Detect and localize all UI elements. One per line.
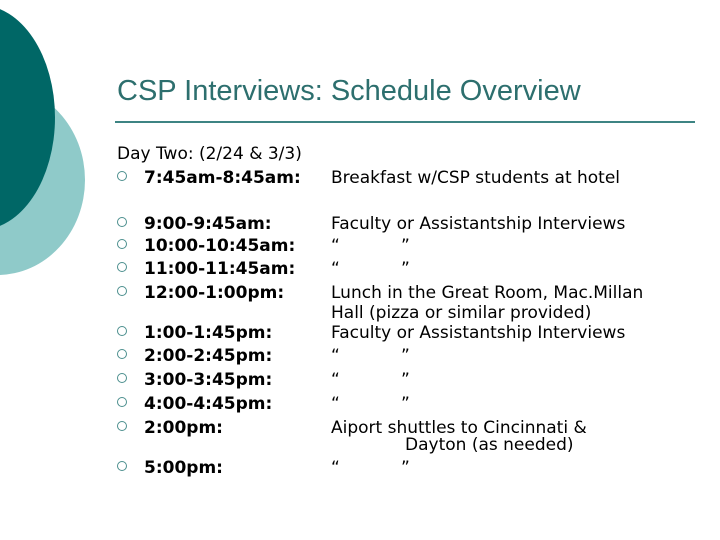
row-time: 4:00-4:45pm:	[144, 394, 273, 414]
ditto-open-quote: “	[331, 259, 340, 279]
bullet-icon	[117, 373, 127, 383]
ditto-open-quote: “	[331, 458, 340, 478]
row-time: 3:00-3:45pm:	[144, 370, 273, 390]
schedule-row	[117, 370, 717, 392]
ditto-close-quote: ”	[401, 346, 410, 366]
ditto-close-quote: ”	[401, 458, 410, 478]
ditto-close-quote: ”	[401, 236, 410, 256]
row-time: 2:00-2:45pm:	[144, 346, 273, 366]
ditto-open-quote: “	[331, 370, 340, 390]
schedule-row	[117, 214, 717, 236]
bullet-icon	[117, 326, 127, 336]
schedule-row	[117, 394, 717, 416]
schedule-row-breakfast	[117, 168, 717, 190]
schedule-row	[117, 236, 717, 258]
bullet-icon	[117, 262, 127, 272]
bullet-icon	[117, 286, 127, 296]
row-time: 1:00-1:45pm:	[144, 323, 273, 343]
row-time: 2:00pm:	[144, 418, 223, 438]
schedule-row	[117, 458, 717, 480]
schedule-row	[117, 259, 717, 281]
ditto-open-quote: “	[331, 236, 340, 256]
row-time: 9:00-9:45am:	[144, 214, 272, 234]
day-heading: Day Two: (2/24 & 3/3)	[117, 144, 302, 164]
row-time: 5:00pm:	[144, 458, 223, 478]
bullet-icon	[117, 349, 127, 359]
slide-title: CSP Interviews: Schedule Overview	[117, 75, 581, 107]
row-description: Lunch in the Great Room, Mac.Millan	[331, 283, 644, 303]
bullet-icon	[117, 239, 127, 249]
ditto-open-quote: “	[331, 346, 340, 366]
ditto-close-quote: ”	[401, 259, 410, 279]
row-time: 7:45am-8:45am:	[144, 168, 301, 188]
schedule-row	[117, 283, 717, 305]
row-description: Faculty or Assistantship Interviews	[331, 323, 626, 343]
bullet-icon	[117, 217, 127, 227]
bullet-icon	[117, 421, 127, 431]
ditto-close-quote: ”	[401, 370, 410, 390]
bullet-icon	[117, 171, 127, 181]
row-time: 12:00-1:00pm:	[144, 283, 285, 303]
bullet-icon	[117, 397, 127, 407]
row-time: 11:00-11:45am:	[144, 259, 296, 279]
row-description-continued: Hall (pizza or similar provided)	[331, 303, 592, 323]
row-time: 10:00-10:45am:	[144, 236, 296, 256]
row-description-continued: Dayton (as needed)	[405, 435, 574, 455]
schedule-row	[117, 323, 717, 345]
row-description: Breakfast w/CSP students at hotel	[331, 168, 621, 188]
row-description: Faculty or Assistantship Interviews	[331, 214, 626, 234]
ditto-open-quote: “	[331, 394, 340, 414]
ditto-close-quote: ”	[401, 394, 410, 414]
bullet-icon	[117, 461, 127, 471]
row-description: Aiport shuttles to Cincinnati &	[331, 418, 587, 438]
schedule-row	[117, 346, 717, 368]
